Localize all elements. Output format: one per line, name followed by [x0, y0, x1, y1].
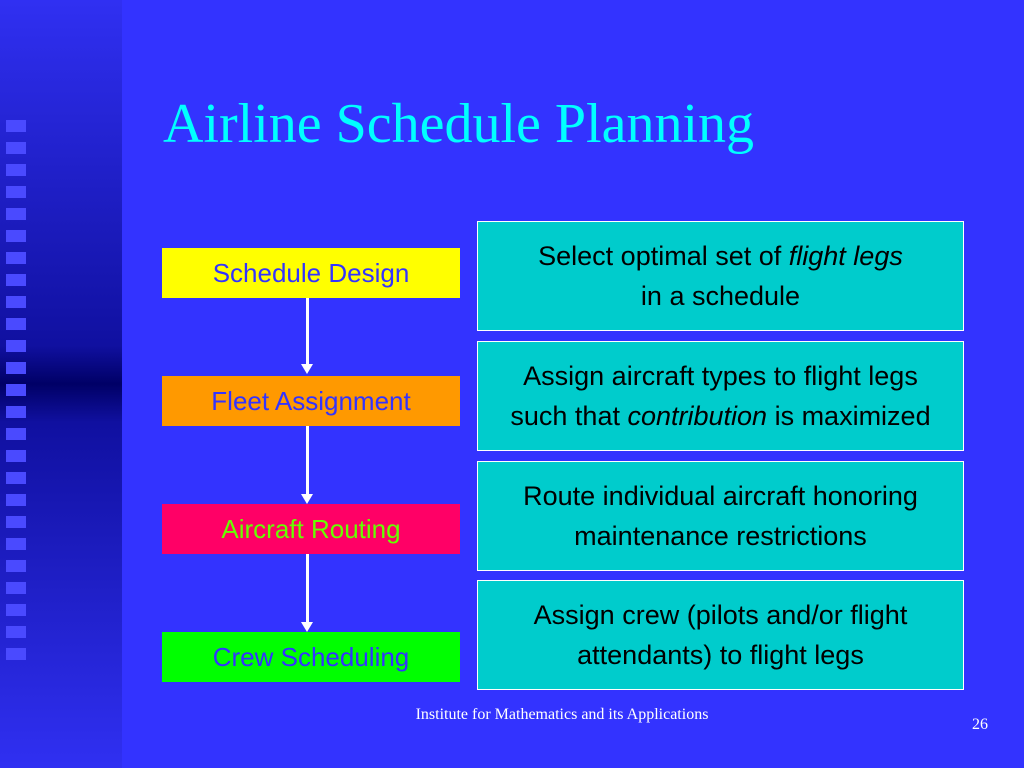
description-text: Route individual aircraft honoring [523, 481, 918, 511]
description-text: Select optimal set of [538, 241, 789, 271]
step-schedule-design [162, 248, 460, 298]
description-aircraft-routing [477, 461, 964, 571]
description-text: Assign crew (pilots and/or flight [533, 600, 908, 630]
page-number: 26 [972, 716, 988, 733]
step-crew-scheduling [162, 632, 460, 682]
description-text: such that [510, 401, 628, 431]
description-text: Assign aircraft types to flight legs [523, 361, 918, 391]
step-label: Fleet Assignment [162, 376, 460, 426]
side-decoration [0, 0, 122, 768]
description-text: is maximized [767, 401, 931, 431]
description-crew-scheduling [477, 580, 964, 690]
description-text: attendants) to flight legs [577, 640, 864, 670]
arrow-down-icon [306, 426, 309, 496]
description-schedule-design [477, 221, 964, 331]
step-label: Crew Scheduling [162, 632, 460, 682]
description-fleet-assignment [477, 341, 964, 451]
step-fleet-assignment [162, 376, 460, 426]
footer-text: Institute for Mathematics and its Applications [415, 706, 709, 723]
step-aircraft-routing [162, 504, 460, 554]
step-label: Schedule Design [162, 248, 460, 298]
description-text: maintenance restrictions [574, 521, 867, 551]
description-text: in a schedule [640, 281, 801, 311]
description-emphasis: contribution [627, 401, 768, 431]
side-dots [6, 120, 26, 660]
arrow-down-icon [306, 298, 309, 366]
slide-title: Airline Schedule Planning [163, 93, 755, 155]
arrow-down-icon [306, 554, 309, 624]
step-label: Aircraft Routing [162, 504, 460, 554]
description-emphasis: flight legs [788, 241, 903, 271]
